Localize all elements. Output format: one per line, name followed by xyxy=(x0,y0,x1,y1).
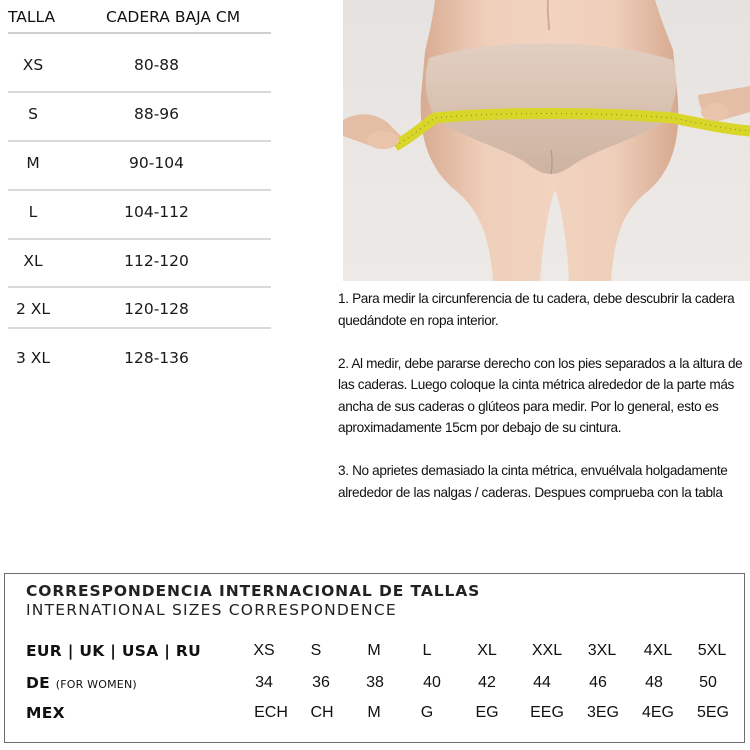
hip-measurement-illustration xyxy=(343,0,750,281)
size-value: EG xyxy=(475,704,499,721)
row-divider xyxy=(8,327,271,329)
size-value: 4XL xyxy=(643,642,673,659)
size-value: EEG xyxy=(530,704,564,721)
size-value: XL xyxy=(477,642,497,659)
size-value: M xyxy=(367,642,381,659)
instruction-step-2: 2. Al medir, debe pararse derecho con los pies separados a la altura de las caderas. Luego coloque la cinta métrica alrededor de la parte más ancha de sus caderas o glúteos para medir. Por lo general, esto es aproximadamente 15cm por debajo de su cintura. xyxy=(338,355,743,435)
hip-range: 112-120 xyxy=(124,252,189,270)
size-value: 34 xyxy=(255,674,273,691)
size-value: 3EG xyxy=(586,704,619,721)
hip-range: 88-96 xyxy=(133,105,180,123)
size-table xyxy=(0,0,272,390)
size-value: 38 xyxy=(366,674,384,691)
size-value: 40 xyxy=(423,674,441,691)
size-label: S xyxy=(28,105,38,123)
size-label: 2 XL xyxy=(15,300,51,318)
size-value: 42 xyxy=(478,674,496,691)
intl-title: CORRESPONDENCIA INTERNACIONAL DE TALLAS xyxy=(26,582,481,600)
international-sizes-box xyxy=(4,573,745,743)
size-value: 50 xyxy=(699,674,717,691)
hip-range: 90-104 xyxy=(129,154,184,172)
hip-range: 120-128 xyxy=(124,300,189,318)
size-value: 5XL xyxy=(697,642,727,659)
intl-subtitle: INTERNATIONAL SIZES CORRESPONDENCE xyxy=(26,601,397,619)
size-value: 4EG xyxy=(641,704,674,721)
row-label: EUR | UK | USA | RU xyxy=(26,642,202,660)
table-row xyxy=(0,140,272,189)
size-value: 44 xyxy=(533,674,551,691)
row-label-note: (FOR WOMEN) xyxy=(55,678,137,691)
instruction-step-3: 3. No aprietes demasiado la cinta métrica, envuélvala holgadamente alrededor de las nalgas / caderas. Despues comprueba con la tabla xyxy=(338,463,728,500)
size-label: 3 XL xyxy=(15,349,51,367)
size-value: G xyxy=(420,704,434,721)
hip-range: 104-112 xyxy=(124,203,189,221)
table-row xyxy=(0,42,272,91)
hip-range: 128-136 xyxy=(124,349,189,367)
hip-range: 80-88 xyxy=(133,56,180,74)
size-label: XS xyxy=(22,56,44,74)
size-value: 3XL xyxy=(587,642,617,659)
row-label: MEX xyxy=(26,704,65,722)
hip-measurement-photo xyxy=(343,0,750,281)
header-talla: TALLA xyxy=(8,8,56,26)
size-value: 46 xyxy=(589,674,607,691)
size-label: XL xyxy=(23,252,43,270)
table-row xyxy=(0,189,272,238)
size-table-header xyxy=(0,6,272,30)
intl-row-de xyxy=(5,670,744,696)
header-divider xyxy=(8,32,271,34)
size-value: M xyxy=(367,704,381,721)
row-label: DE (FOR WOMEN) xyxy=(26,674,137,692)
table-row xyxy=(0,335,272,384)
size-value: 36 xyxy=(312,674,330,691)
size-value: 5EG xyxy=(696,704,729,721)
size-value: 48 xyxy=(645,674,663,691)
measurement-instructions xyxy=(338,288,750,525)
header-cadera: CADERA BAJA CM xyxy=(106,8,241,26)
instruction-step-1: 1. Para medir la circunferencia de tu cadera, debe descubrir la cadera quedándote en ropa interior. xyxy=(338,291,735,328)
size-label: M xyxy=(26,154,40,172)
table-row xyxy=(0,91,272,140)
intl-row-eur xyxy=(5,638,744,664)
size-value: S xyxy=(310,642,322,659)
size-value: CH xyxy=(310,704,334,721)
intl-row-mex xyxy=(5,700,744,726)
size-value: XS xyxy=(253,642,275,659)
size-value: XXL xyxy=(531,642,563,659)
size-value: ECH xyxy=(254,704,288,721)
size-value: L xyxy=(422,642,432,659)
table-row xyxy=(0,238,272,287)
size-label: L xyxy=(28,203,38,221)
